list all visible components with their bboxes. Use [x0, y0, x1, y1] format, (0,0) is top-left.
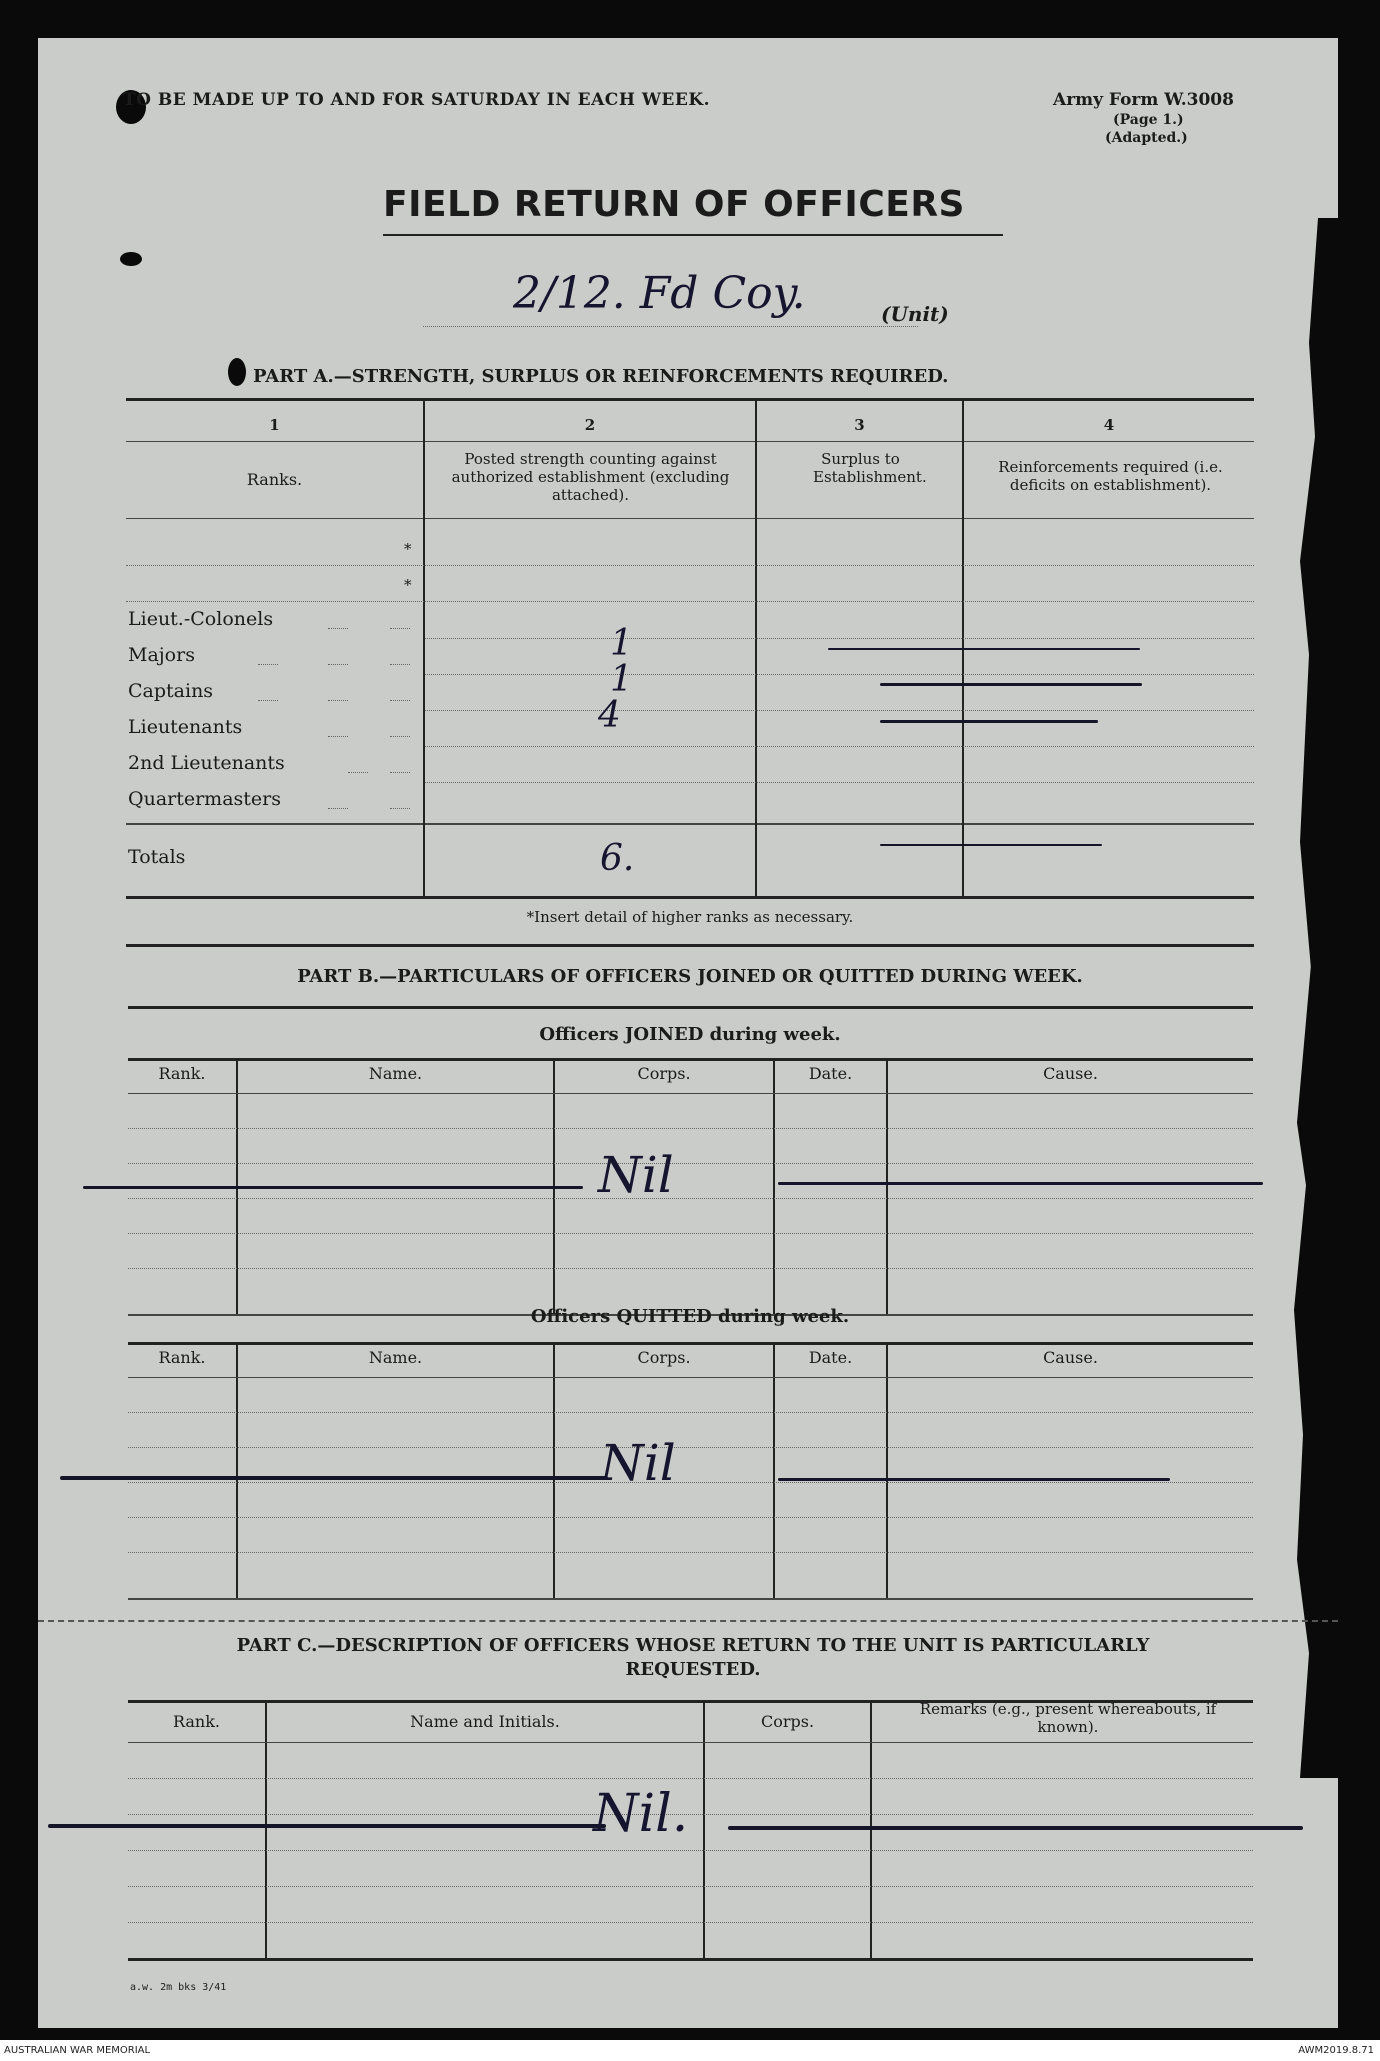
posted-captains: 1	[610, 659, 633, 700]
unit-value: 2/12. Fd Coy.	[513, 268, 806, 319]
row-guide	[126, 601, 1254, 602]
quitted-strike-line	[778, 1478, 1170, 1481]
part-c-col-divider	[703, 1702, 705, 1958]
surplus-dash	[828, 648, 1140, 650]
rank-label-lt-colonels: Lieut.-Colonels	[128, 608, 274, 630]
part-a-top-rule	[126, 398, 1254, 401]
archive-name: AUSTRALIAN WAR MEMORIAL	[4, 2045, 151, 2056]
perforation-line	[38, 1620, 1338, 1622]
row-guide	[128, 1552, 1253, 1553]
joined-col-rank: Rank.	[158, 1064, 206, 1083]
joined-strike-line	[83, 1186, 583, 1189]
row-guide	[128, 1814, 1253, 1815]
posted-lieutenants: 4	[598, 695, 621, 736]
unit-dotline	[423, 326, 918, 327]
row-guide	[128, 1850, 1253, 1851]
leader-dots	[390, 664, 410, 665]
quitted-col-divider	[886, 1344, 888, 1598]
joined-nil-entry: Nil	[598, 1146, 674, 1204]
col-divider	[423, 400, 425, 896]
footnote-rule	[126, 944, 1254, 947]
form-adapted: (Adapted.)	[1105, 130, 1188, 146]
joined-col-corps: Corps.	[637, 1064, 691, 1083]
leader-dots	[390, 772, 410, 773]
posted-majors: 1	[610, 623, 633, 664]
col-number-2: 2	[584, 416, 596, 434]
archive-reference: AWM2019.8.71	[1298, 2045, 1374, 2056]
rank-label-majors: Majors	[128, 644, 195, 666]
row-guide	[425, 782, 1254, 783]
quitted-col-divider	[773, 1344, 775, 1598]
form-number: Army Form W.3008	[1053, 90, 1234, 110]
row-guide	[128, 1198, 1253, 1199]
part-b-rule	[128, 1006, 1253, 1009]
col-header-posted: Posted strength counting against authorized establishment (excluding attached).	[451, 450, 730, 504]
leader-dots	[328, 736, 348, 737]
leader-dots	[390, 736, 410, 737]
quitted-header-rule	[128, 1377, 1253, 1378]
row-guide	[128, 1268, 1253, 1269]
leader-dots	[258, 700, 278, 701]
punch-hole	[120, 252, 142, 266]
part-c-heading: PART C.—DESCRIPTION OF OFFICERS WHOSE RETURN TO THE UNIT IS PARTICULARLY REQUESTED.	[236, 1635, 1150, 1680]
part-a-bottom-rule	[126, 896, 1254, 899]
row-guide	[425, 674, 1254, 675]
part-c-bottom-rule	[128, 1958, 1253, 1961]
row-guide	[126, 565, 1254, 566]
part-c-col-name: Name and Initials.	[410, 1712, 560, 1731]
row-guide	[128, 1517, 1253, 1518]
unit-label: (Unit)	[881, 302, 949, 326]
part-b-heading: PART B.—PARTICULARS OF OFFICERS JOINED OR QUITTED DURING WEEK.	[297, 966, 1083, 987]
punch-hole	[228, 358, 246, 386]
title-underline	[383, 234, 1003, 236]
form-page: (Page 1.)	[1113, 112, 1184, 128]
col-header-surplus: Surplus to Establishment.	[813, 450, 927, 486]
part-c-header-rule	[128, 1742, 1253, 1743]
row-guide	[128, 1233, 1253, 1234]
row-guide	[128, 1447, 1253, 1448]
star-marker: *	[404, 540, 412, 558]
part-c-col-remarks: Remarks (e.g., present whereabouts, if known).	[919, 1700, 1217, 1736]
part-c-col-rank: Rank.	[172, 1712, 221, 1731]
quitted-title: Officers QUITTED during week.	[530, 1306, 850, 1327]
joined-title: Officers JOINED during week.	[539, 1024, 841, 1045]
col-number-3: 3	[854, 416, 865, 434]
totals-label: Totals	[128, 846, 186, 868]
rank-label-2nd-lieutenants: 2nd Lieutenants	[128, 752, 285, 774]
totals-value: 6.	[600, 838, 635, 879]
torn-edge	[1282, 218, 1338, 1778]
joined-strike-line	[778, 1182, 1263, 1185]
row-guide	[425, 746, 1254, 747]
joined-col-divider	[886, 1060, 888, 1314]
row-guide	[128, 1886, 1253, 1887]
part-a-footnote: *Insert detail of higher ranks as necessary.	[526, 908, 854, 926]
surplus-dash	[880, 720, 1098, 723]
quitted-col-date: Date.	[808, 1348, 853, 1367]
part-c-col-divider	[870, 1702, 872, 1958]
header-bottom-rule	[126, 518, 1254, 519]
col-header-ranks: Ranks.	[246, 470, 303, 489]
quitted-bottom-rule	[128, 1598, 1253, 1600]
quitted-col-corps: Corps.	[637, 1348, 691, 1367]
quitted-top-rule	[128, 1342, 1253, 1345]
joined-col-date: Date.	[808, 1064, 853, 1083]
part-c-nil-entry: Nil.	[593, 1784, 689, 1844]
quitted-nil-entry: Nil	[600, 1434, 676, 1492]
part-c-strike-line	[728, 1826, 1303, 1830]
row-guide	[128, 1482, 1253, 1483]
quitted-strike-line	[60, 1476, 608, 1480]
leader-dots	[390, 808, 410, 809]
quitted-col-divider	[236, 1344, 238, 1598]
surplus-dash	[880, 683, 1142, 686]
archive-footer	[0, 2040, 1380, 2061]
part-c-col-divider	[265, 1702, 267, 1958]
part-c-strike-line	[48, 1824, 606, 1828]
leader-dots	[328, 808, 348, 809]
form-sheet	[38, 38, 1338, 2028]
print-code: a.w. 2m bks 3/41	[130, 1982, 227, 1993]
row-guide	[425, 638, 1254, 639]
joined-col-cause: Cause.	[1043, 1064, 1098, 1083]
leader-dots	[328, 664, 348, 665]
joined-col-name: Name.	[368, 1064, 423, 1083]
leader-dots	[258, 664, 278, 665]
quitted-col-cause: Cause.	[1043, 1348, 1098, 1367]
rank-label-captains: Captains	[128, 680, 214, 702]
col-divider	[755, 400, 757, 896]
col-number-4: 4	[1103, 416, 1115, 434]
col-number-rule	[126, 441, 1254, 442]
part-a-heading: PART A.—STRENGTH, SURPLUS OR REINFORCEMENTS REQUIRED.	[253, 366, 949, 387]
totals-dash	[880, 844, 1102, 846]
quitted-col-divider	[553, 1344, 555, 1598]
rank-label-lieutenants: Lieutenants	[128, 716, 243, 738]
weekly-instruction: TO BE MADE UP TO AND FOR SATURDAY IN EACH WEEK.	[123, 90, 711, 110]
quitted-col-name: Name.	[368, 1348, 423, 1367]
row-guide	[128, 1412, 1253, 1413]
page-title: FIELD RETURN OF OFFICERS	[383, 184, 965, 225]
leader-dots	[348, 772, 368, 773]
joined-col-divider	[773, 1060, 775, 1314]
leader-dots	[390, 700, 410, 701]
rows-bottom-rule	[126, 823, 1254, 825]
leader-dots	[328, 700, 348, 701]
quitted-col-rank: Rank.	[158, 1348, 206, 1367]
row-guide	[425, 710, 1254, 711]
star-marker: *	[404, 576, 412, 594]
row-guide	[128, 1163, 1253, 1164]
col-number-1: 1	[269, 416, 280, 434]
part-c-col-corps: Corps.	[760, 1712, 815, 1731]
joined-top-rule	[128, 1058, 1253, 1061]
rank-label-quartermasters: Quartermasters	[128, 788, 281, 810]
joined-header-rule	[128, 1093, 1253, 1094]
row-guide	[128, 1128, 1253, 1129]
col-header-reinforcements: Reinforcements required (i.e. deficits on establishment).	[998, 458, 1223, 494]
row-guide	[128, 1778, 1253, 1779]
row-guide	[128, 1922, 1253, 1923]
leader-dots	[328, 628, 348, 629]
leader-dots	[390, 628, 410, 629]
